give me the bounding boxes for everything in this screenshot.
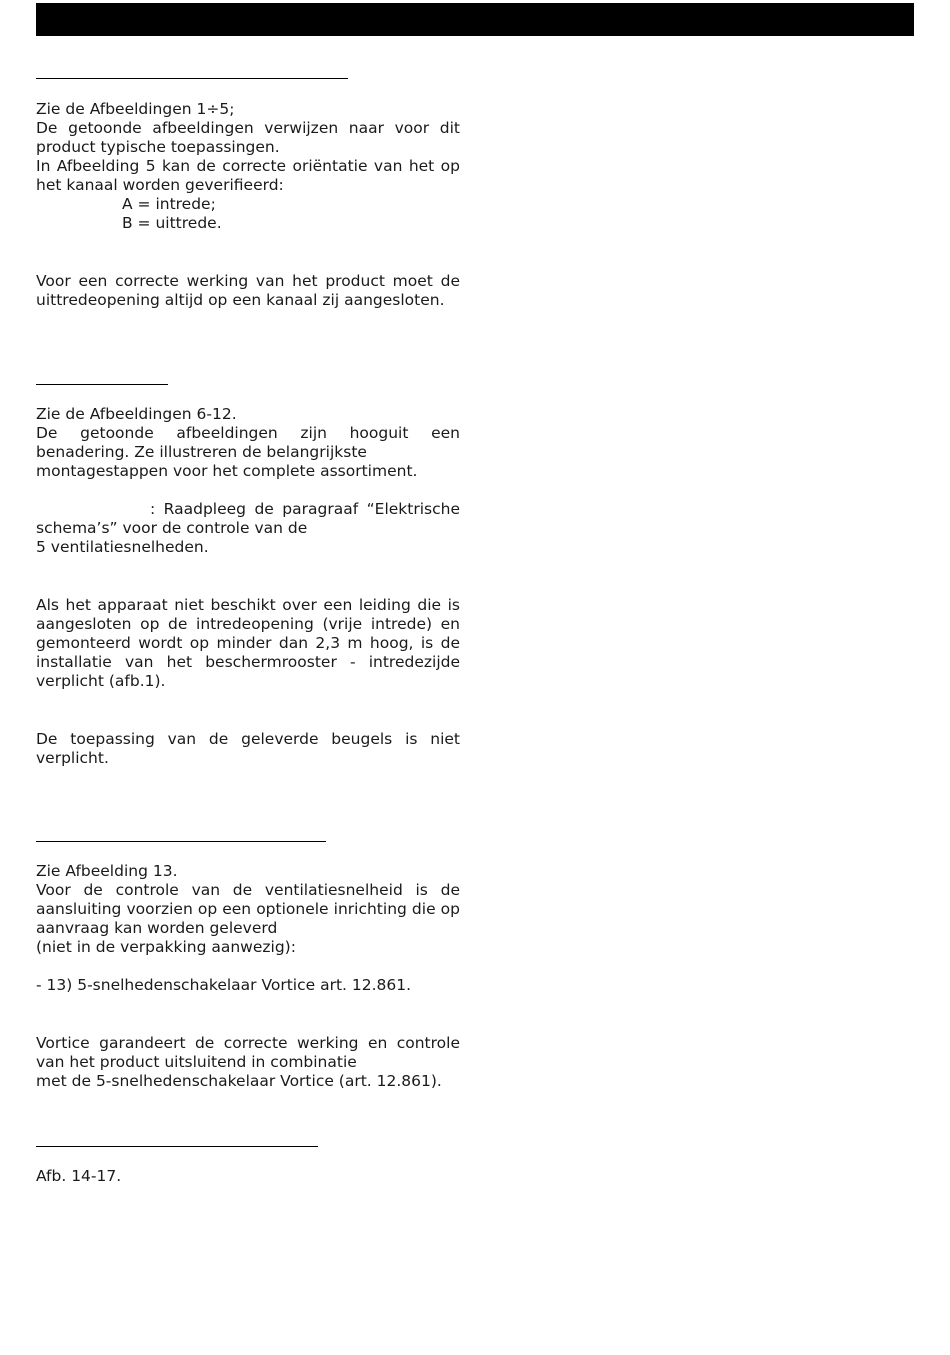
text-line: benadering. Ze illustreren de belangrijkste [36,443,367,461]
text-line: uittredeopening altijd op een kanaal zij aangesloten. [36,291,445,309]
text-line: De toepassing van de geleverde beugels is niet [36,730,460,748]
text-line: verplicht (afb.1). [36,672,166,690]
text-line: met de 5-snelhedenschakelaar Vortice (art. 12.861). [36,1072,442,1090]
text-line: aanvraag kan worden geleverd [36,919,278,937]
text-line: aansluiting voorzien op een optionele inrichting die op [36,900,460,918]
text-line: Voor de controle van de ventilatiesnelheid is de [36,881,460,899]
text-line: montagestappen voor het complete assortiment. [36,462,418,480]
text-line: De getoonde afbeeldingen zijn hooguit een [36,424,460,442]
text-line: Afb. 14-17. [36,1167,122,1185]
section-3-note [36,1034,460,1091]
header-bar [36,3,914,36]
text-line: In Afbeelding 5 kan de correcte oriëntatie van het op [36,157,460,175]
section-heading-rule [36,841,326,842]
section-heading-rule [36,384,168,385]
section-heading-rule [36,1146,318,1147]
text-line: B = uittrede. [122,214,222,232]
section-3-text [36,862,460,995]
text-line: Zie Afbeelding 13. [36,862,178,880]
text-line: 5 ventilatiesnelheden. [36,538,209,556]
section-2-warning [36,596,460,691]
text-line: De getoonde afbeeldingen verwijzen naar voor dit [36,119,460,137]
text-line: installatie van het beschermrooster - intredezijde [36,653,460,671]
text-line: product typische toepassingen. [36,138,280,156]
text-line: van het product uitsluitend in combinatie [36,1053,357,1071]
text-line: gemonteerd wordt op minder dan 2,3 m hoog, is de [36,634,460,652]
text-line: het kanaal worden geverifieerd: [36,176,284,194]
text-line: schema’s” voor de controle van de [36,519,308,537]
text-line: Voor een correcte werking van het product moet de [36,272,460,290]
text-line: : Raadpleeg de paragraaf “Elektrische [150,500,460,518]
text-line: Als het apparaat niet beschikt over een leiding die is [36,596,460,614]
text-line: aangesloten op de intredeopening (vrije intrede) en [36,615,460,633]
section-4-text [36,1167,460,1186]
text-line: Zie de Afbeeldingen 1÷5; [36,100,235,118]
section-heading-rule [36,78,348,79]
section-2-note [36,500,460,557]
text-line: (niet in de verpakking aanwezig): [36,938,296,956]
text-line: Zie de Afbeeldingen 6-12. [36,405,237,423]
text-line: A = intrede; [122,195,216,213]
section-1-note [36,272,460,310]
text-line: verplicht. [36,749,109,767]
text-line: - 13) 5-snelhedenschakelaar Vortice art. 12.861. [36,976,412,994]
section-2-brackets [36,730,460,768]
text-line: Vortice garandeert de correcte werking en controle [36,1034,460,1052]
section-1-text [36,100,460,233]
section-2-text [36,405,460,481]
